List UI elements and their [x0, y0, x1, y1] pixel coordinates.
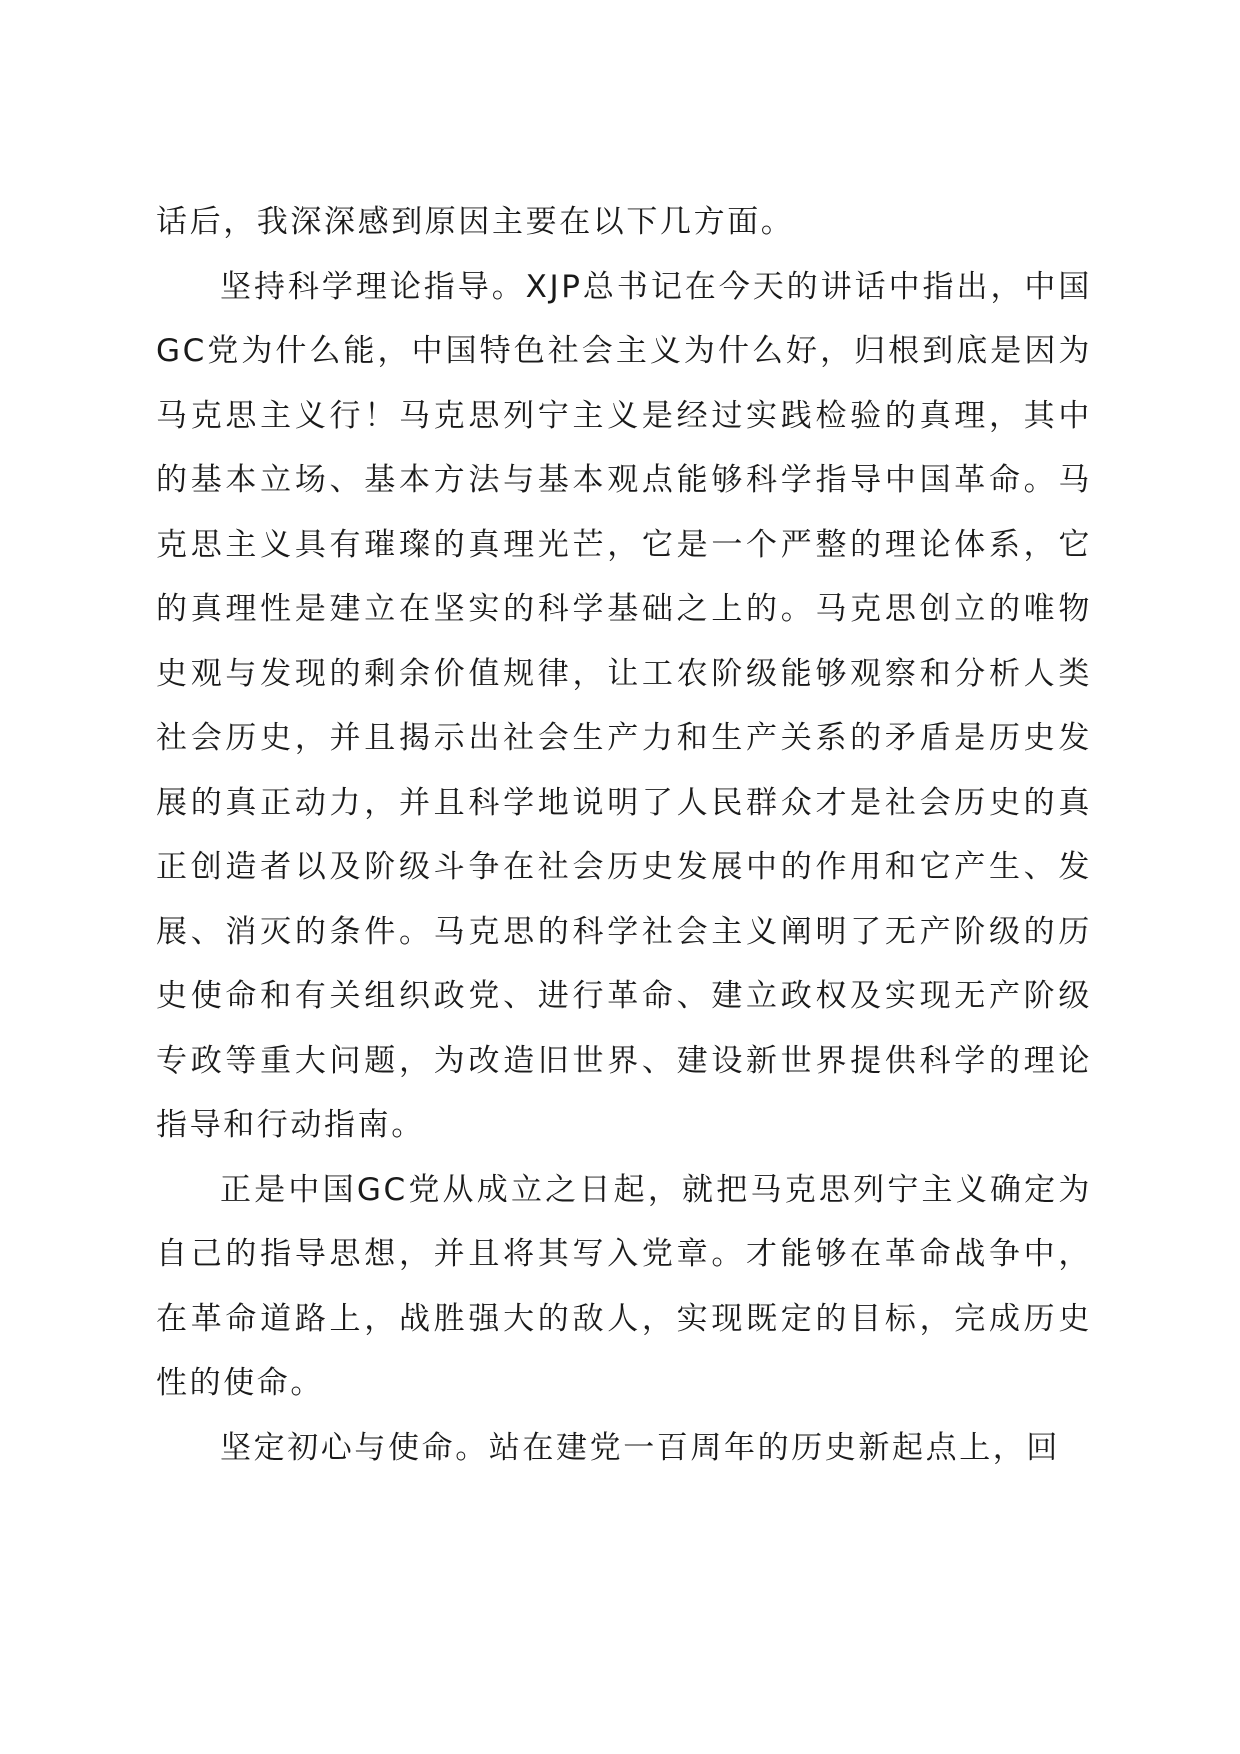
- document-body: [156, 190, 1092, 1480]
- paragraph-scientific-theory: 坚持科学理论指导。XJP总书记在今天的讲话中指出，中国GC党为什么能，中国特色社会主义为什么好，归根到底是因为马克思主义行！马克思列宁主义是经过实践检验的真理，其中的基本立场、基本方法与基本观点能够科学指导中国革命。马克思主义具有璀璨的真理光芒，它是一个严整的理论体系，它的真理性是建立在坚实的科学基础之上的。马克思创立的唯物史观与发现的剩余价值规律，让工农阶级能够观察和分析人类社会历史，并且揭示出社会生产力和生产关系的矛盾是历史发展的真正动力，并且科学地说明了人民群众才是社会历史的真正创造者以及阶级斗争在社会历史发展中的作用和它产生、发展、消灭的条件。马克思的科学社会主义阐明了无产阶级的历史使命和有关组织政党、进行革命、建立政权及实现无产阶级专政等重大问题，为改造旧世界、建设新世界提供科学的理论指导和行动指南。: [156, 268, 1092, 1143]
- paragraph-guiding-ideology: 正是中国GC党从成立之日起，就把马克思列宁主义确定为自己的指导思想，并且将其写入党章。才能够在革命战争中，在革命道路上，战胜强大的敌人，实现既定的目标，完成历史性的使命。: [156, 1171, 1092, 1401]
- paragraph-continuation: 话后，我深深感到原因主要在以下几方面。: [156, 204, 795, 240]
- paragraph-original-mission: 坚定初心与使命。站在建党一百周年的历史新起点上，回: [220, 1429, 1060, 1466]
